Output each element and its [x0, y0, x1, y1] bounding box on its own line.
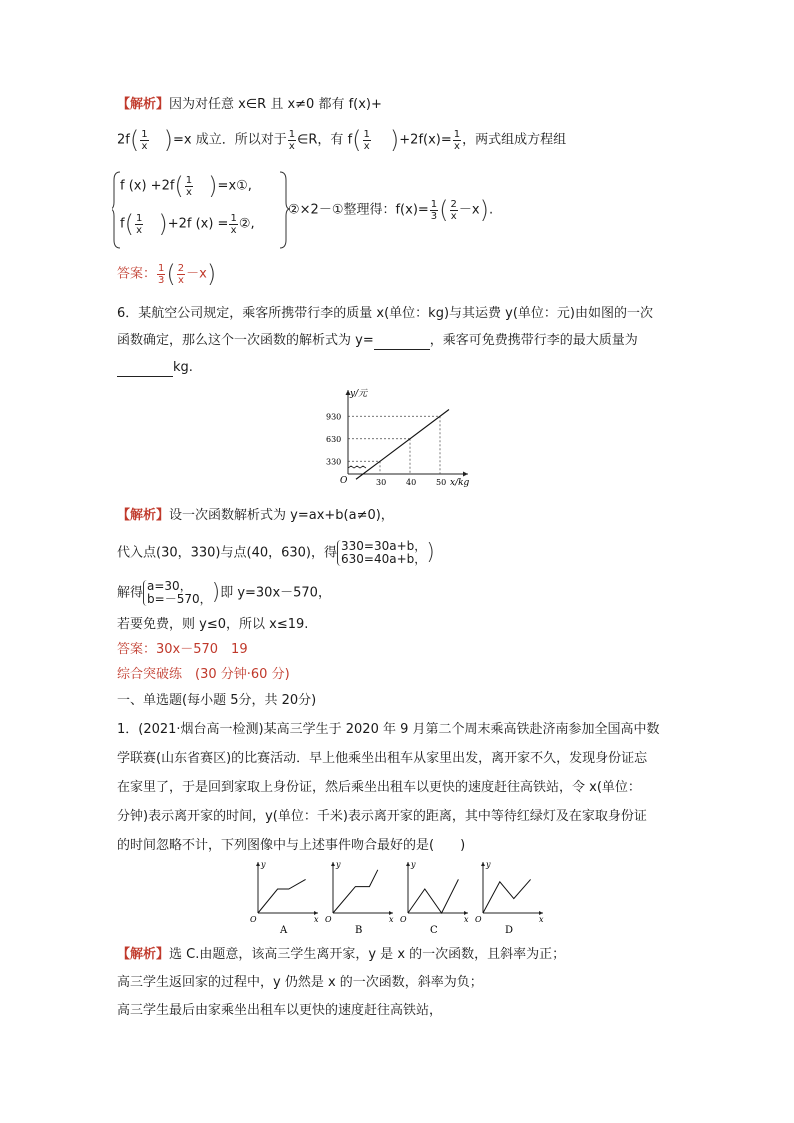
option-label: A [280, 925, 288, 936]
y-label: y [336, 860, 341, 869]
answer-blank [374, 337, 430, 350]
solution-1-line-2: 高三学生返回家的过程中，y 仍然是 x 的一次函数，斜率为负； [117, 975, 483, 990]
system-2: a=30， b=－570， [143, 580, 212, 606]
solution-1-line-3: 高三学生最后由家乘坐出租车以更快的速度赶往高铁站， [117, 1003, 443, 1018]
right-paren: ) [163, 126, 173, 154]
right-paren: ) [389, 126, 400, 154]
question-1-line-1: 1．(2021·烟台高一检测)某高三学生于 2020 年 9 月第二个周末乘高铁赴济南参加全国高中数 [117, 722, 660, 737]
text-eq: +2f(x)= [399, 132, 452, 148]
question-1-line-5: 的时间忽略不计，下列图像中与上述事件吻合最好的是( ) [117, 838, 466, 853]
axis-break [348, 466, 366, 468]
y-axis-arrow [331, 862, 335, 866]
solution-5-line-2 [117, 128, 566, 152]
fraction-1-over-x: $\frac{1}{x}$ [141, 128, 148, 152]
origin-label: O [325, 915, 332, 924]
left-paren: ( [352, 126, 362, 154]
section-heading: 综合突破练 (30 分钟·60 分) [117, 667, 290, 682]
x-label: x [539, 915, 544, 924]
option-graph-b [325, 860, 394, 936]
solution-tag: 【解析】 [117, 97, 170, 112]
option-graph-c [400, 860, 469, 936]
question-1-line-4: 分钟)表示离开家的时间，y(单位：千米)表示离开家的距离，其中等待红绿灯及在家取身份证 [117, 809, 647, 824]
solution-5-line-1 [117, 96, 382, 114]
solution-text: 因为对任意 x∈R 且 x≠0 都有 f(x)+ [169, 97, 382, 112]
distance-curve [408, 879, 458, 913]
equation-2: f( $\frac{1}{x}$ )+2f (x) = $\frac{1}{x}$ ②, [120, 210, 255, 238]
y-label: y [261, 860, 266, 869]
equation-1: f (x) +2f( $\frac{1}{x}$ )=x①, [120, 172, 252, 200]
luggage-fee-chart [326, 386, 472, 490]
answer-6: 答案：30x－570 19 [117, 642, 248, 657]
solution-tag: 【解析】 [117, 508, 170, 523]
y-axis-arrow [256, 862, 260, 866]
origin-label: O [475, 915, 482, 924]
option-graph-d [475, 860, 544, 936]
solution-tag: 【解析】 [117, 947, 170, 962]
y-tick-label: 630 [326, 434, 342, 444]
y-label: y [411, 860, 416, 869]
fraction-1-over-x: $\frac{1}{x}$ [363, 128, 370, 152]
x-axis-arrow [463, 472, 468, 477]
text-cond: =x 成立．所以对于 [172, 132, 287, 148]
solution-6-line-2: 代入点(30，330)与点(40，630)，得 330=30a+b， 630=40a+b， ) [117, 539, 435, 566]
question-1-line-2: 学联赛(山东省赛区)的比赛活动．早上他乘坐出租车从家里出发，离开家不久，发现身份证忘 [117, 751, 648, 766]
question-1-line-3: 在家里了，于是回到家取上身份证，然后乘坐出租车以更快的速度赶往高铁站，令 x(单位： [117, 780, 641, 795]
origin-label: O [340, 476, 348, 486]
y-label: y [486, 860, 491, 869]
x-label: x [464, 915, 469, 924]
x-label: x [314, 915, 319, 924]
solution-5-result: ②×2－①整理得：f(x)= $\frac{1}{3}$ ( $\frac{2}{x}$ －x). [288, 196, 494, 224]
x-tick-label: 50 [436, 478, 447, 487]
text-in-r: ∈R，有 f [297, 132, 353, 148]
question-6-line-3: kg. [117, 359, 193, 377]
y-tick-label: 330 [326, 457, 342, 467]
y-axis-arrow [406, 862, 410, 866]
answer-blank [117, 364, 173, 377]
distance-curve [333, 870, 378, 913]
question-6-line-2: 函数确定，那么这个一次函数的解析式为 y= ，乘客可免费携带行李的最大质量为 [117, 333, 638, 348]
option-graph-a [250, 860, 319, 936]
distance-curve [258, 879, 306, 913]
solution-6-line-3: 解得 a=30， b=－570， )即 y=30x－570， [117, 579, 331, 606]
question-6-line-1: 6．某航空公司规定，乘客所携带行李的质量 x(单位：kg)与其运费 y(单位：元)由如图的一次 [117, 306, 653, 321]
origin-label: O [400, 915, 407, 924]
x-tick-label: 30 [376, 478, 387, 487]
solution-6-line-1: 【解析】设一次函数解析式为 y=ax+b(a≠0)， [117, 508, 394, 523]
x-axis-label: x/kg [450, 478, 470, 488]
solution-1-line-1: 【解析】选 C.由题意，该高三学生离开家，y 是 x 的一次函数，且斜率为正； [117, 947, 566, 962]
fraction-1-over-x: $\frac{1}{x}$ [453, 128, 461, 152]
text-system: ，两式组成方程组 [462, 132, 567, 148]
fraction-1-over-x: $\frac{1}{x}$ [288, 128, 296, 152]
text-2f: 2f [117, 132, 130, 148]
system-1: 330=30a+b， 630=40a+b， [337, 540, 426, 566]
fee-line [356, 410, 449, 480]
left-paren: ( [129, 126, 140, 154]
x-tick-label: 40 [406, 478, 417, 487]
distance-curve [483, 879, 531, 913]
part-heading: 一、单选题(每小题 5分，共 20分) [117, 693, 317, 708]
y-tick-label: 930 [326, 412, 342, 422]
option-graphs [248, 858, 548, 936]
option-label: B [355, 925, 363, 936]
y-axis-label: y/元 [350, 389, 368, 399]
option-label: C [430, 925, 438, 936]
answer-label: 答案： [117, 266, 157, 282]
solution-6-line-4: 若要免费，则 y≤0，所以 x≤19. [117, 617, 309, 632]
answer-5: 答案： $\frac{1}{3}$ ( $\frac{2}{x}$ －x) [117, 260, 217, 288]
y-axis-arrow [481, 862, 485, 866]
option-label: D [505, 925, 514, 936]
x-label: x [389, 915, 394, 924]
origin-label: O [250, 915, 257, 924]
